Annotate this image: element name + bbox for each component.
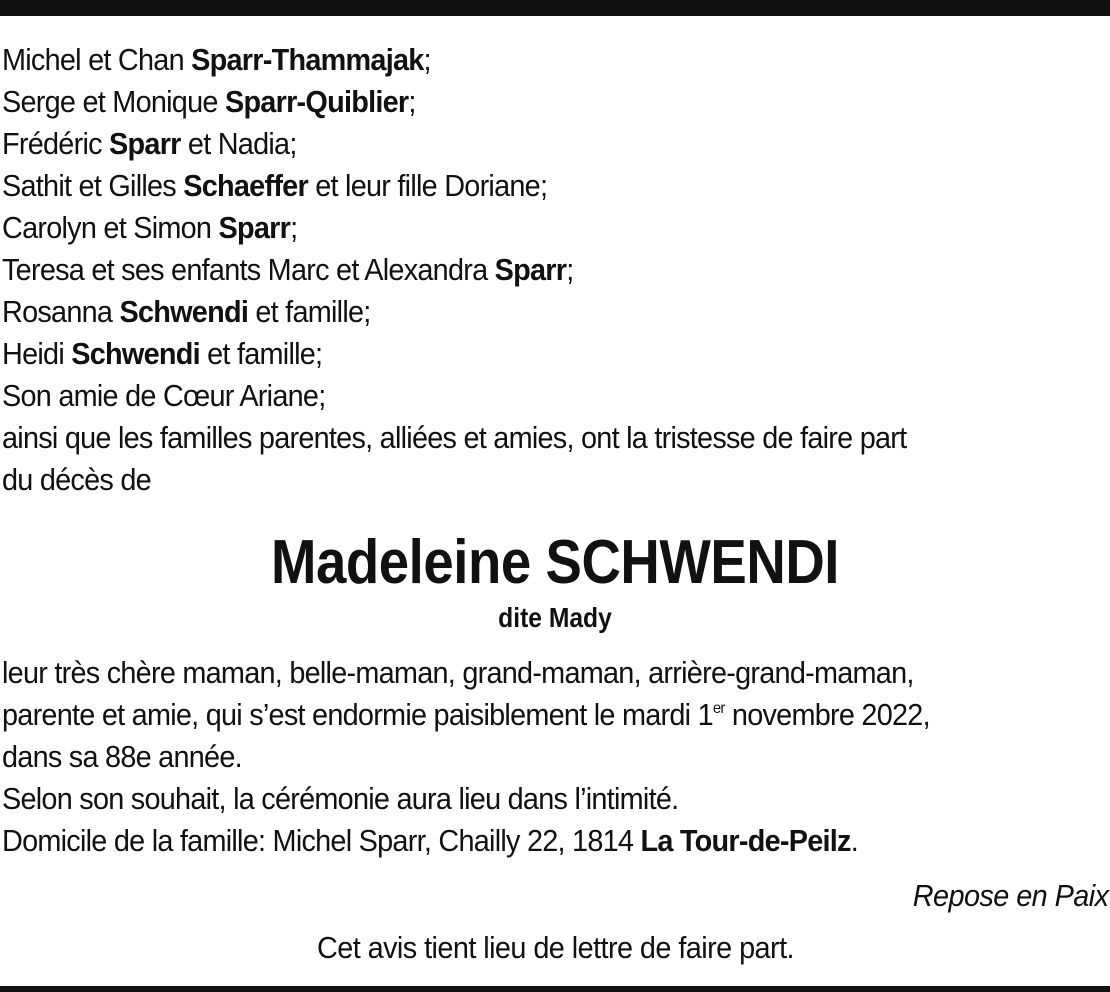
mourner-line: Rosanna Schwendi et famille; — [2, 294, 371, 329]
family-address-line: Domicile de la famille: Michel Sparr, Chailly 22, 1814 La Tour-de-Peilz. — [2, 823, 858, 858]
intro-line: ainsi que les familles parentes, alliées et amies, ont la tristesse de faire part — [2, 420, 907, 455]
mourner-line: Teresa et ses enfants Marc et Alexandra Sparr; — [2, 252, 574, 287]
mourner-line: Carolyn et Simon Sparr; — [2, 210, 298, 245]
mourner-line: Serge et Monique Sparr-Quiblier; — [2, 84, 416, 119]
mourner-line: Son amie de Cœur Ariane; — [2, 378, 326, 413]
mourner-line: Frédéric Sparr et Nadia; — [2, 126, 297, 161]
mourner-line: Michel et Chan Sparr-Thammajak; — [2, 42, 431, 77]
intro-line: du décès de — [2, 462, 151, 497]
mourner-line: Heidi Schwendi et famille; — [2, 336, 323, 371]
announcement-line: dans sa 88e année. — [2, 739, 242, 774]
closing-phrase: Repose en Paix — [912, 878, 1108, 913]
top-border-rule — [0, 0, 1110, 16]
bottom-border-rule — [0, 986, 1110, 992]
deceased-nickname: dite Mady — [498, 602, 612, 633]
mourner-line: Sathit et Gilles Schaeffer et leur fille Doriane; — [2, 168, 548, 203]
announcement-text — [2, 652, 1031, 862]
mourners-list — [2, 39, 1031, 501]
ceremony-line: Selon son souhait, la cérémonie aura lieu dans l’intimité. — [2, 781, 679, 816]
deceased-name: Madeleine SCHWENDI — [270, 528, 840, 597]
announcement-line: leur très chère maman, belle-maman, grand-maman, arrière-grand-maman, — [2, 655, 914, 690]
notice-footer: Cet avis tient lieu de lettre de faire part. — [316, 930, 794, 965]
deceased-block — [0, 524, 1110, 634]
announcement-line: parente et amie, qui s’est endormie paisiblement le mardi 1er novembre 2022, — [2, 697, 930, 732]
